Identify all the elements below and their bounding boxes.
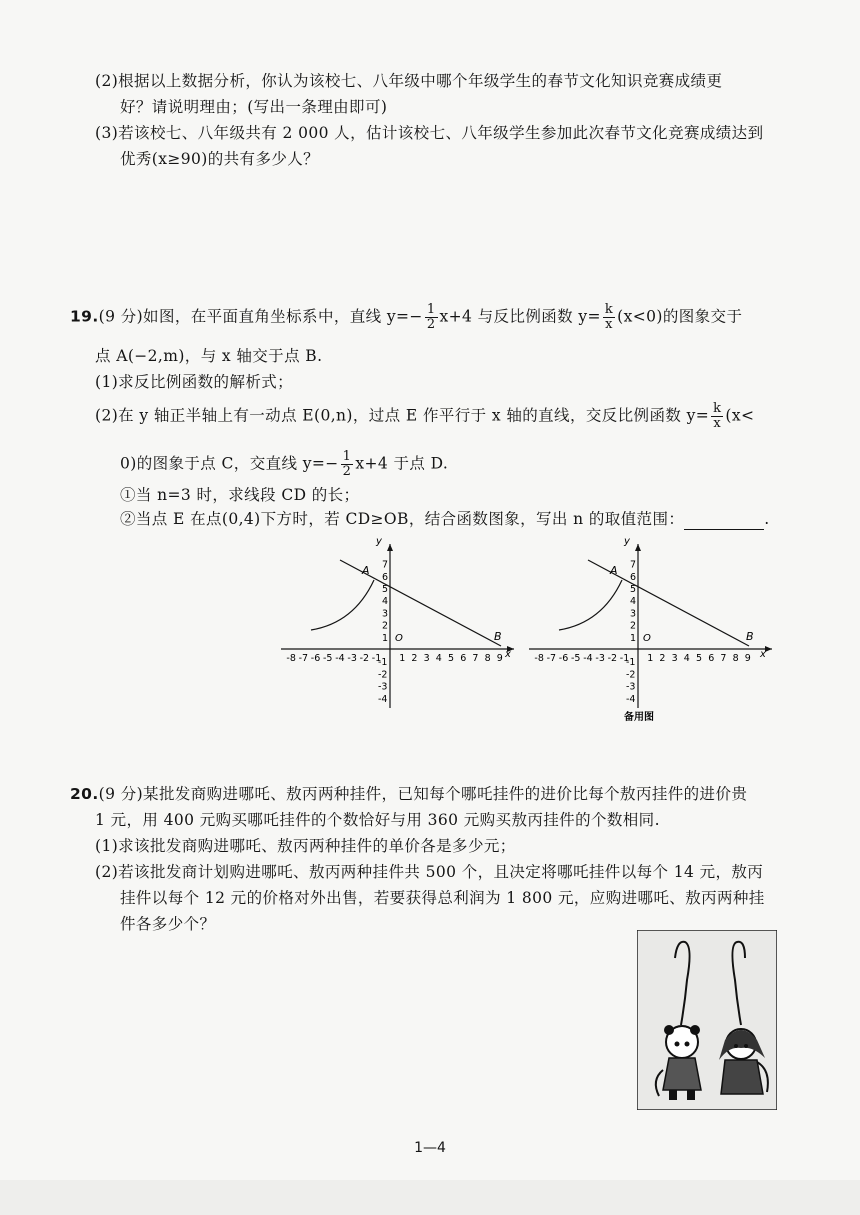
- x-tick-label: -2: [359, 653, 370, 664]
- x-tick-label: -3: [347, 653, 357, 664]
- fraction-one-half: $\frac{1}{2}$: [342, 449, 352, 479]
- x-tick-label: 9: [496, 653, 503, 664]
- x-tick-label: 9: [744, 653, 751, 664]
- q20-number: 20.: [70, 785, 99, 803]
- y-tick-label: -4: [626, 693, 636, 705]
- q19-sub2: ②当点 E 在点(0,4)下方时，若 CD≥OB，结合函数图象，写出 n 的取值范围： .: [120, 510, 770, 528]
- q19-number: 19.: [70, 307, 99, 326]
- coordinate-graph: [276, 538, 516, 718]
- q19-part2-line1: (2)在 y 轴正半轴上有一动点 E(0,n)，过点 E 作平行于 x 轴的直线，交反比例函数 y= $\frac{k}{x}$ (x<: [95, 401, 755, 431]
- y-tick-label: 7: [382, 559, 389, 571]
- y-tick-label: 5: [630, 584, 637, 595]
- x-tick-label: -5: [323, 653, 333, 664]
- y-tick-label: 5: [382, 584, 389, 595]
- y-axis-label: y: [624, 538, 630, 547]
- x-tick-label: -5: [571, 653, 581, 664]
- point-a-label: A: [610, 564, 618, 577]
- fraction-k-over-x: $\frac{k}{x}$: [604, 302, 614, 332]
- x-tick-label: -2: [607, 653, 618, 664]
- x-tick-label: 7: [720, 653, 727, 664]
- y-axis-label: y: [376, 538, 382, 547]
- x-tick-label: -4: [335, 653, 345, 664]
- y-tick-label: 1: [382, 632, 389, 644]
- x-tick-label: 5: [696, 653, 703, 664]
- page-number: 1—4: [414, 1140, 446, 1156]
- q19-intro: 19.(9 分)如图，在平面直角坐标系中，直线 y=− $\frac{1}{2}$ x+4 与反比例函数 y= $\frac{k}{x}$ (x<0)的图象交于: [70, 302, 743, 332]
- x-tick-label: 3: [423, 653, 430, 664]
- q20-part2-line2: 挂件以每个 12 元的价格对外出售，若要获得总利润为 1 800 元，应购进哪吒、敖丙两种挂: [120, 889, 765, 907]
- x-tick-label: 3: [671, 653, 678, 664]
- point-b-label: B: [494, 630, 502, 643]
- y-tick-label: 1: [630, 632, 637, 644]
- y-tick-label: -1: [378, 657, 388, 669]
- x-tick-label: 4: [435, 653, 442, 664]
- x-tick-label: -3: [595, 653, 605, 664]
- x-tick-label: 2: [411, 653, 418, 664]
- x-tick-label: 5: [448, 653, 455, 664]
- y-tick-label: -3: [378, 681, 388, 693]
- q19-line2: 点 A(−2,m)，与 x 轴交于点 B.: [95, 347, 323, 365]
- x-tick-label: -1: [371, 653, 382, 664]
- y-tick-label: 6: [382, 571, 389, 583]
- x-tick-labels: [534, 653, 750, 664]
- y-tick-label: 3: [382, 608, 389, 620]
- y-tick-label: 4: [630, 596, 637, 608]
- fraction-one-half: $\frac{1}{2}$: [426, 302, 436, 332]
- x-tick-label: 6: [708, 653, 715, 664]
- x-tick-labels: [286, 653, 502, 664]
- y-tick-label: 2: [382, 620, 389, 632]
- q18-part3-line2: 优秀(x≥90)的共有多少人？: [120, 150, 320, 168]
- y-tick-label: 3: [630, 608, 637, 620]
- y-tick-label: -1: [626, 657, 636, 669]
- coordinate-graph-backup: [524, 538, 774, 728]
- x-tick-label: -1: [619, 653, 630, 664]
- origin-label: O: [643, 633, 651, 644]
- y-tick-label: 7: [630, 559, 637, 571]
- y-tick-label: -2: [626, 669, 636, 681]
- point-b-label: B: [746, 630, 754, 643]
- y-tick-label: -4: [378, 693, 388, 705]
- y-tick-label: 2: [630, 620, 637, 632]
- q18-part2-line2: 好？请说明理由；(写出一条理由即可): [120, 98, 388, 116]
- point-a-label: A: [362, 564, 370, 577]
- q19-part1: (1)求反比例函数的解析式；: [95, 373, 294, 391]
- x-tick-label: 4: [683, 653, 690, 664]
- x-tick-label: 2: [659, 653, 666, 664]
- x-tick-label: 7: [472, 653, 479, 664]
- q18-part3-line1: (3)若该校七、八年级共有 2 000 人，估计该校七、八年级学生参加此次春节文化竞赛成绩达到: [95, 124, 764, 142]
- x-tick-label: -6: [310, 653, 321, 664]
- y-tick-label: -3: [626, 681, 636, 693]
- x-tick-label: 1: [647, 653, 654, 664]
- x-axis-label: x: [505, 649, 511, 660]
- backup-graph-caption: 备用图: [624, 712, 654, 723]
- x-tick-label: -7: [546, 653, 557, 664]
- q20-line1: 20.(9 分)某批发商购进哪吒、敖丙两种挂件，已知每个哪吒挂件的进价比每个敖丙挂件的进价贵: [70, 785, 748, 803]
- x-tick-label: -8: [286, 653, 296, 664]
- q18-part2-line1: (2)根据以上数据分析，你认为该校七、八年级中哪个年级学生的春节文化知识竞赛成绩更: [95, 72, 723, 90]
- pendants-photo: [637, 930, 777, 1110]
- y-tick-label: -2: [378, 669, 388, 681]
- bottom-margin: [0, 1180, 860, 1215]
- x-tick-label: 8: [484, 653, 491, 664]
- q20-part2-line1: (2)若该批发商计划购进哪吒、敖丙两种挂件共 500 个，且决定将哪吒挂件以每个 14 元，敖丙: [95, 863, 764, 881]
- x-tick-label: -7: [298, 653, 309, 664]
- x-axis-label: x: [760, 649, 766, 660]
- fraction-k-over-x: $\frac{k}{x}$: [713, 401, 722, 431]
- y-tick-label: 6: [630, 571, 637, 583]
- q19-part2-line2: 0)的图象于点 C，交直线 y=− $\frac{1}{2}$ x+4 于点 D.: [120, 449, 449, 479]
- x-tick-label: -8: [534, 653, 544, 664]
- answer-blank[interactable]: [684, 513, 764, 530]
- x-tick-label: -6: [558, 653, 569, 664]
- x-tick-label: 8: [732, 653, 739, 664]
- x-tick-label: 1: [399, 653, 406, 664]
- q20-part2-line3: 件各多少个？: [120, 915, 216, 933]
- y-tick-label: 4: [382, 596, 389, 608]
- x-tick-label: -4: [583, 653, 593, 664]
- x-tick-label: 6: [460, 653, 467, 664]
- q19-sub1: ①当 n=3 时，求线段 CD 的长；: [120, 486, 360, 504]
- q20-line2: 1 元，用 400 元购买哪吒挂件的个数恰好与用 360 元购买敖丙挂件的个数相同.: [95, 811, 660, 829]
- q20-part1: (1)求该批发商购进哪吒、敖丙两种挂件的单价各是多少元；: [95, 837, 516, 855]
- origin-label: O: [395, 633, 403, 644]
